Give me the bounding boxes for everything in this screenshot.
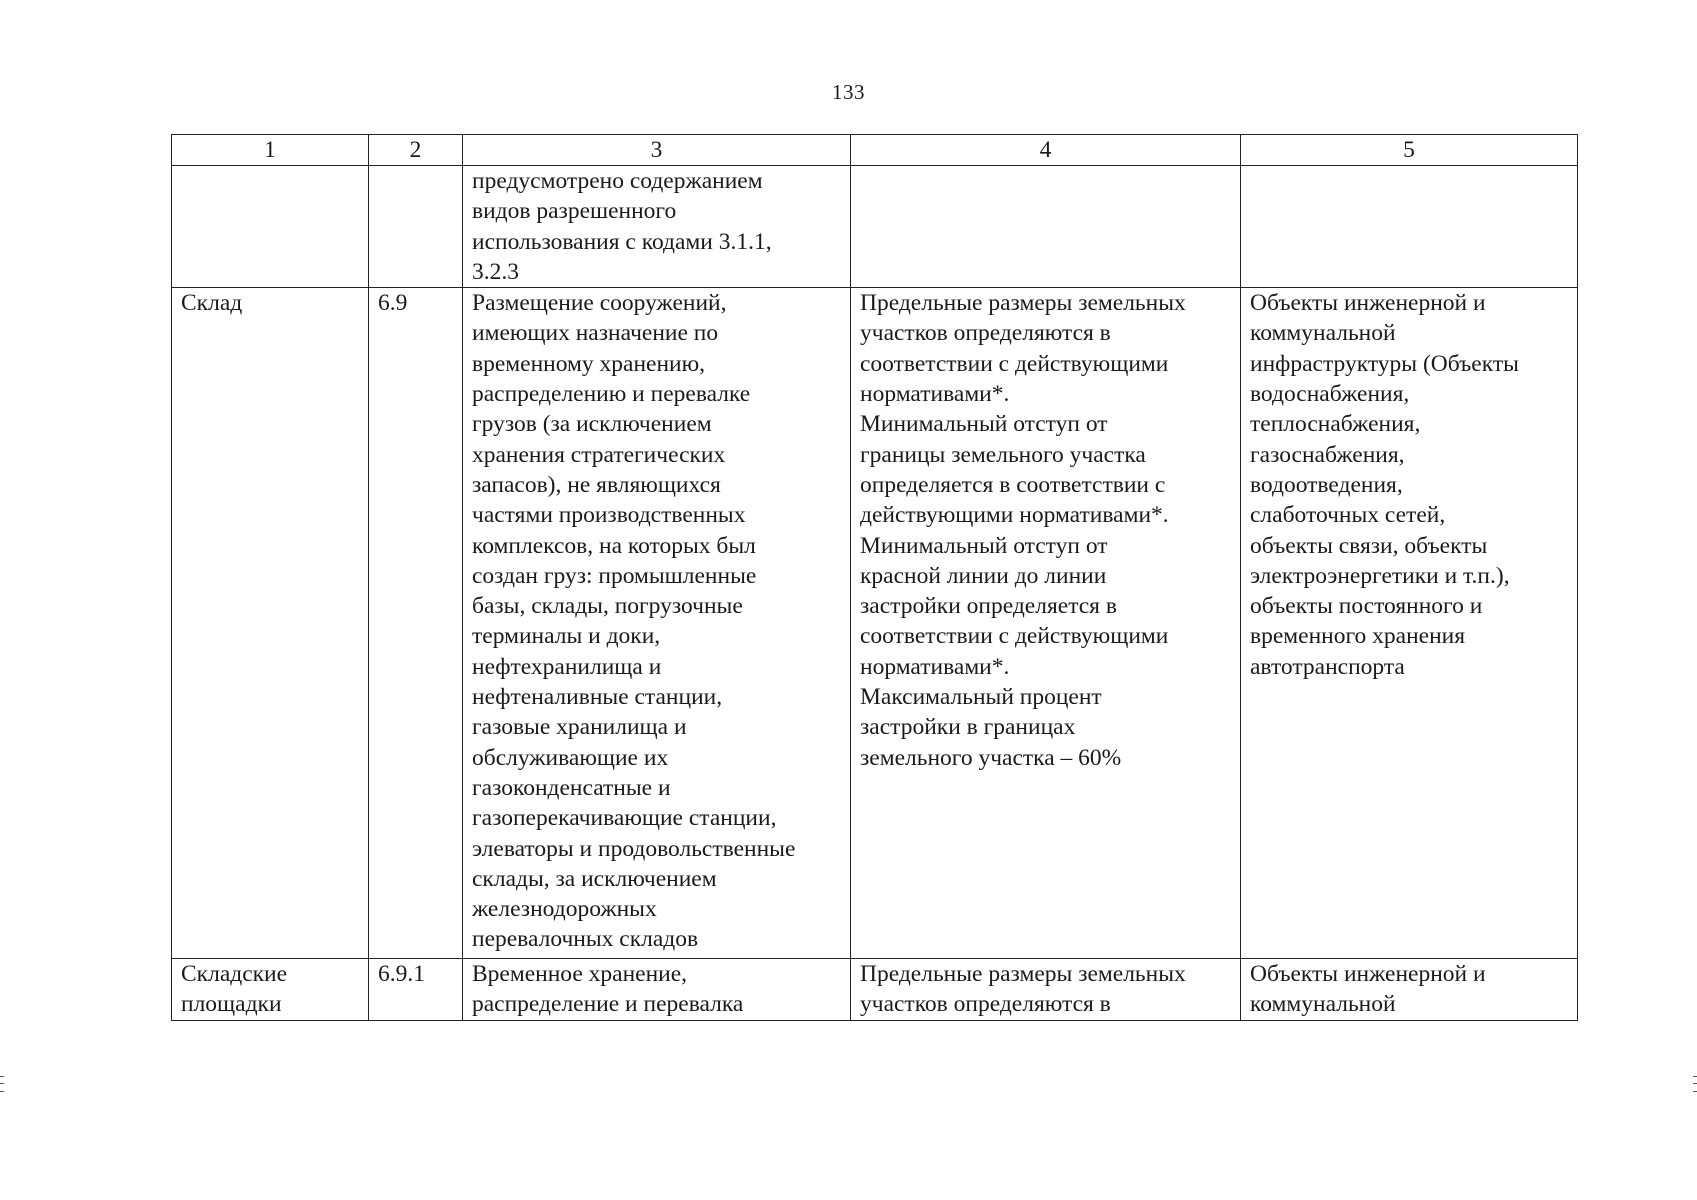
land-use-name-cell: Складские площадки [172,959,369,1021]
auxiliary-uses-cell: Объекты инженерной и коммунальной [1241,959,1578,1021]
scan-edge-mark-right [1693,1076,1697,1092]
land-use-code-cell [369,166,463,288]
land-use-name-cell [172,166,369,288]
table-row [172,959,1578,1021]
land-use-regulations-table [171,134,1578,1021]
parameters-cell: Предельные размеры земельных участков определяются в [851,959,1241,1021]
column-header-2: 2 [369,135,463,166]
auxiliary-uses-cell: Объекты инженерной и коммунальной инфраструктуры (Объекты водоснабжения, теплоснабжения, газоснабжения, водоотведения, слаботочных сетей, объекты связи, объекты электроэнергетики и т.п.), объекты постоянного и временного хранения автотранспорта [1241,288,1578,959]
auxiliary-uses-cell [1241,166,1578,288]
column-header-4: 4 [851,135,1241,166]
land-use-code-cell: 6.9.1 [369,959,463,1021]
land-use-description-cell: Временное хранение, распределение и перевалка [463,959,851,1021]
page-number: 133 [832,80,865,104]
land-use-description-cell: Размещение сооружений, имеющих назначение по временному хранению, распределению и перевалке грузов (за исключением хранения стратегических запасов), не являющихся частями производственных комплексов, на которых был создан груз: промышленные базы, склады, погрузочные терминалы и доки, нефтехранилища и нефтеналивные станции, газовые хранилища и обслуживающие их газоконденсатные и газоперекачивающие станции, элеваторы и продовольственные склады, за исключением железнодорожных перевалочных складов [463,288,851,959]
table-header-row [172,135,1578,166]
table-row [172,166,1578,288]
scan-edge-mark-left [0,1076,4,1092]
parameters-cell: Предельные размеры земельных участков определяются в соответствии с действующими нормативами*. Минимальный отступ от границы земельного участка определяется в соответствии с действующими нормативами*. Минимальный отступ от красной линии до линии застройки определяется в соответствии с действующими нормативами*. Максимальный процент застройки в границах земельного участка – 60% [851,288,1241,959]
table-row [172,288,1578,959]
land-use-code-cell: 6.9 [369,288,463,959]
column-header-3: 3 [463,135,851,166]
land-use-name-cell: Склад [172,288,369,959]
column-header-1: 1 [172,135,369,166]
parameters-cell [851,166,1241,288]
column-header-5: 5 [1241,135,1578,166]
land-use-description-cell: предусмотрено содержанием видов разрешенного использования с кодами 3.1.1, 3.2.3 [463,166,851,288]
